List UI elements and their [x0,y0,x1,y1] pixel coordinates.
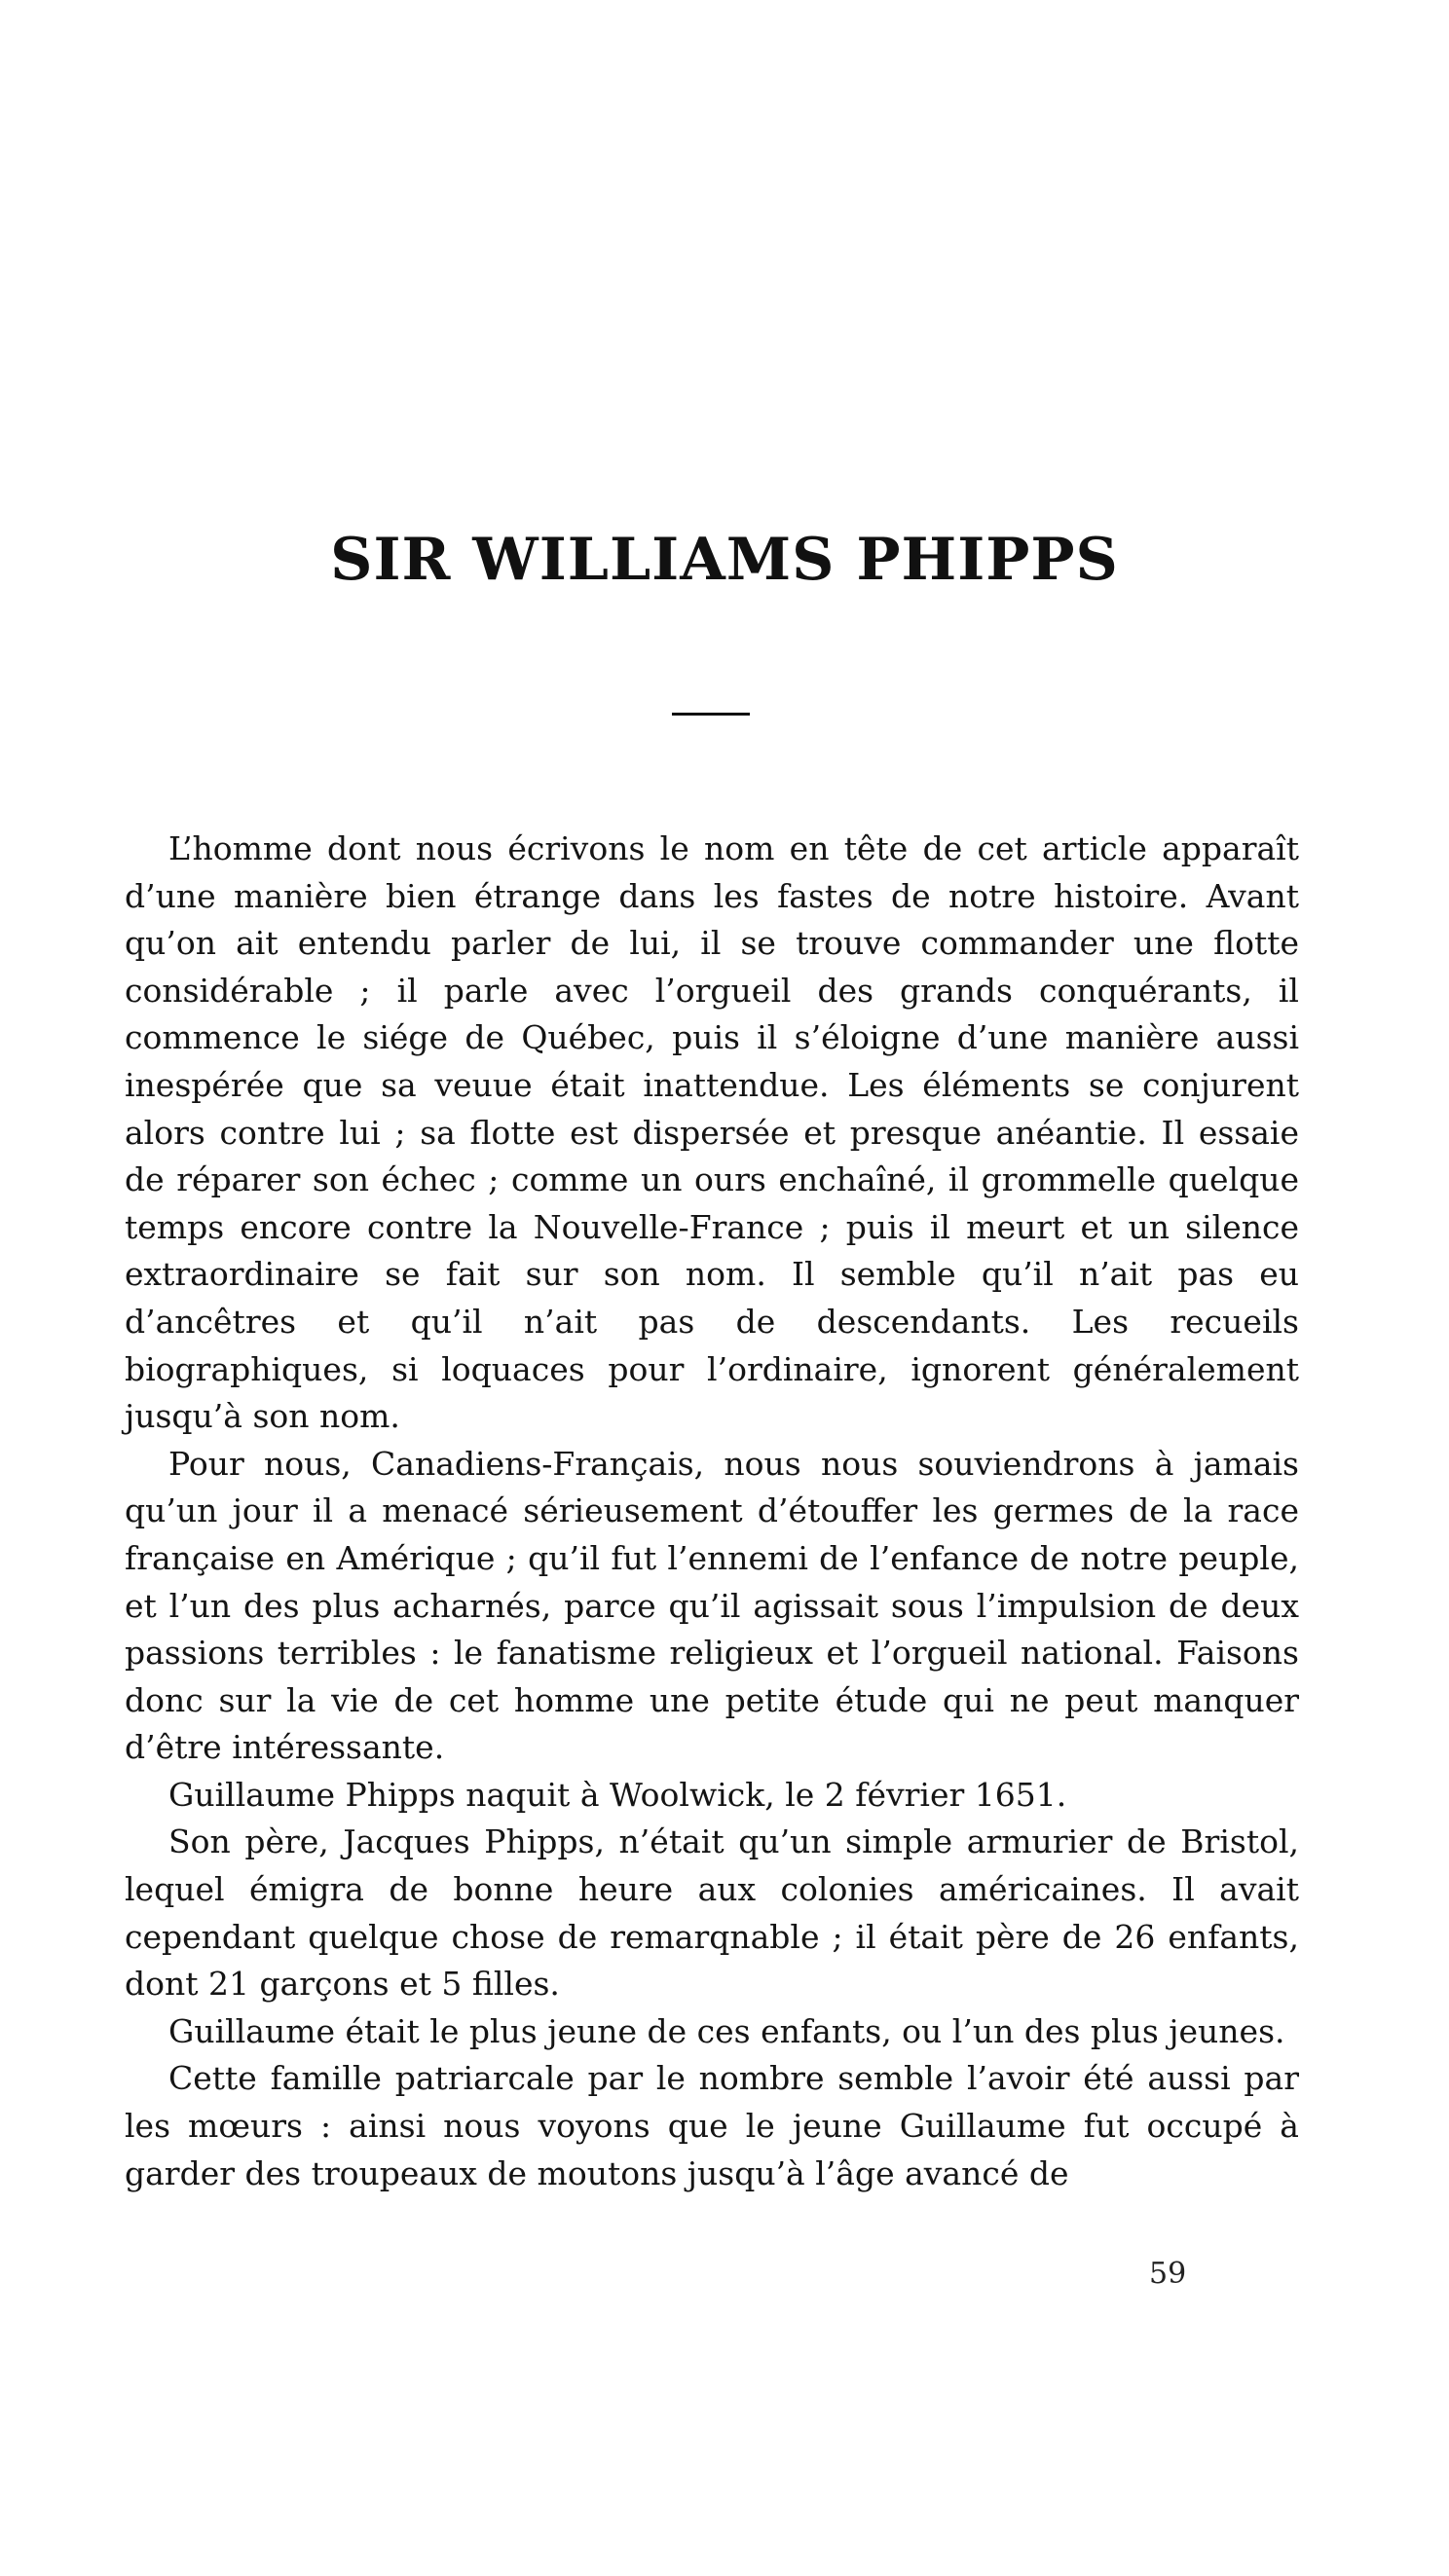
paragraph-3: Guillaume Phipps naquit à Woolwick, le 2 février 1651. [168,1775,1067,1814]
paragraph-2: Pour nous, Canadiens-Français, nous nous souviendrons à jamais qu’un jour il a menacé sérieusement d’étouffer les germes de la race française en Amérique ; qu’il fut l’ennemi de l’enfance de notre peuple, et l’un des plus acharnés, parce qu’il agissait sous l’impulsion de deux passions terribles : le fanatisme religieux et l’orgueil national. Faisons donc sur la vie de cet homme une petite étude qui ne peut manquer d’être intéressante. [125,1444,1299,1767]
paragraph-6: Cette famille patriarcale par le nombre semble l’avoir été aussi par les mœurs : ainsi nous voyons que le jeune Guillaume fut occupé à garder des troupeaux de moutons jusqu’à l’âge avancé de [125,2059,1299,2192]
article-body [125,826,1299,2197]
paragraph-4: Son père, Jacques Phipps, n’était qu’un simple armurier de Bristol, lequel émigra de bonne heure aux colonies américaines. Il avait cependant quelque chose de remarqnable ; il était père de 26 enfants, dont 21 garçons et 5 filles. [125,1822,1299,2004]
page-number: 59 [1149,2257,1187,2291]
title-divider [672,713,750,716]
article-title: SIR WILLIAMS PHIPPS [330,526,1119,594]
paragraph-5: Guillaume était le plus jeune de ces enfants, ou l’un des plus jeunes. [168,2011,1285,2050]
paragraph-1: L’homme dont nous écrivons le nom en tête de cet article apparaît d’une manière bien étrange dans les fastes de notre histoire. Avant qu’on ait entendu parler de lui, il se trouve commander une flotte considérable ; il parle avec l’orgueil des grands conquérants, il commence le siége de Québec, puis il s’éloigne d’une manière aussi inespérée que sa veuue était inattendue. Les éléments se conjurent alors contre lui ; sa flotte est dispersée et presque anéantie. Il essaie de réparer son échec ; comme un ours enchaîné, il grommelle quelque temps encore contre la Nouvelle-France ; puis il meurt et un silence extraordinaire se fait sur son nom. Il semble qu’il n’ait pas eu d’ancêtres et qu’il n’ait pas de descendants. Les recueils biographiques, si loquaces pour l’ordinaire, ignorent généralement jusqu’à son nom. [125,829,1299,1436]
